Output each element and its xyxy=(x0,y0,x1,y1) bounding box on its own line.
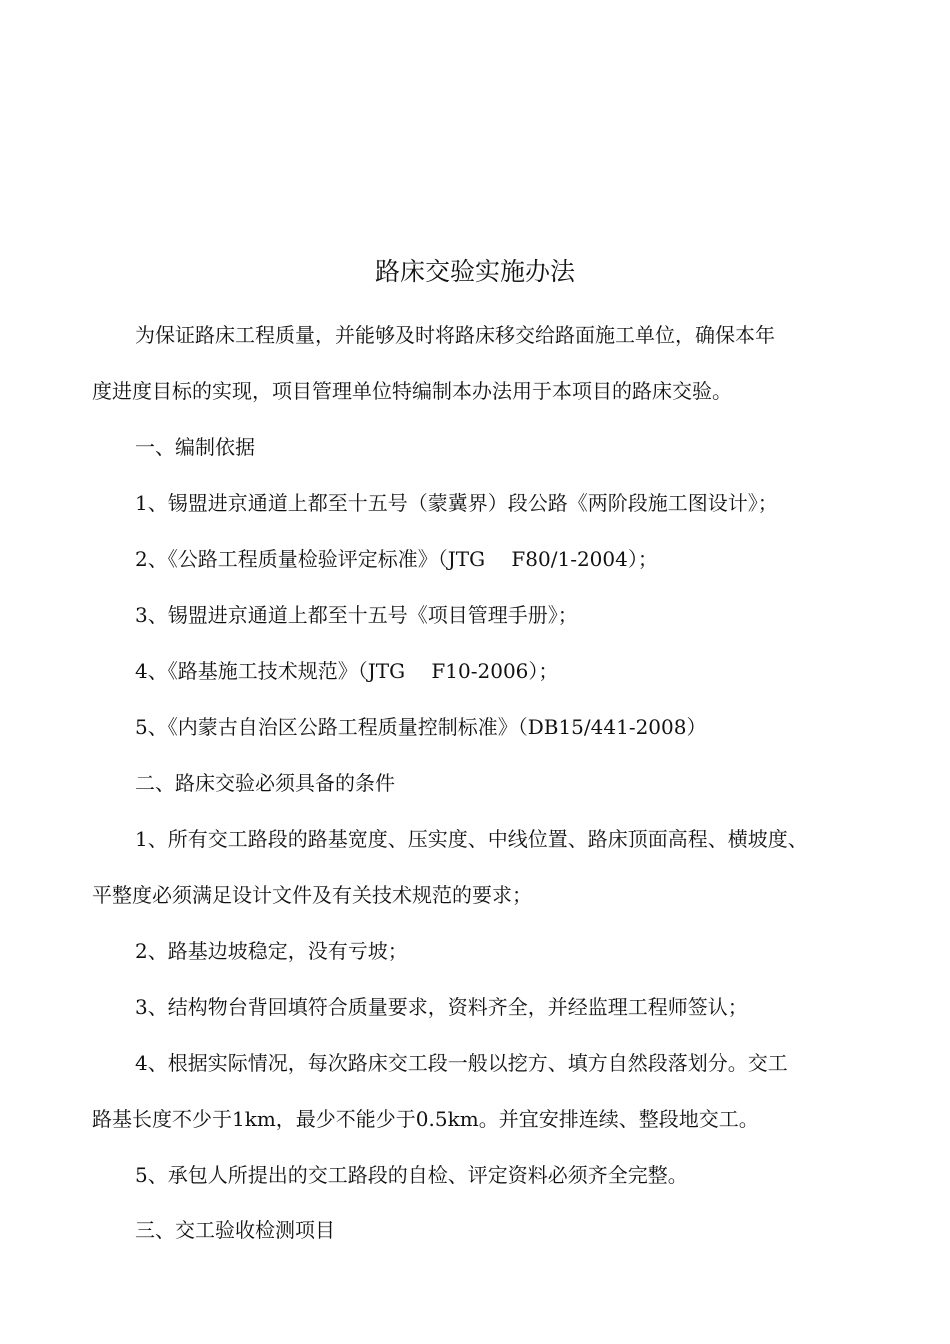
section-2-item-3: 3、结构物台背回填符合质量要求，资料齐全，并经监理工程师签认； xyxy=(135,995,748,1019)
section-1-item-1: 1、锡盟进京通道上都至十五号（蒙冀界）段公路《两阶段施工图设计》； xyxy=(135,491,778,515)
section-2-item-4-line-2: 路基长度不少于1km，最少不能少于0.5km。并宜安排连续、整段地交工。 xyxy=(92,1107,759,1131)
section-2-item-5: 5、承包人所提出的交工路段的自检、评定资料必须齐全完整。 xyxy=(135,1163,688,1187)
section-2-heading: 二、路床交验必须具备的条件 xyxy=(135,771,395,795)
section-1-item-4: 4、《路基施工技术规范》（JTG F10-2006）； xyxy=(135,659,559,683)
section-1-item-3: 3、锡盟进京通道上都至十五号《项目管理手册》； xyxy=(135,603,578,627)
intro-line-1: 为保证路床工程质量，并能够及时将路床移交给路面施工单位，确保本年 xyxy=(135,323,775,347)
section-1-item-2: 2、《公路工程质量检验评定标准》（JTG F80/1-2004）； xyxy=(135,547,658,571)
document-title: 路床交验实施办法 xyxy=(374,257,575,286)
section-2-item-1-line-1: 1、所有交工路段的路基宽度、压实度、中线位置、路床顶面高程、横坡度、 xyxy=(135,827,808,851)
section-1-item-5: 5、《内蒙古自治区公路工程质量控制标准》（DB15/441-2008） xyxy=(135,715,707,739)
section-1-heading: 一、编制依据 xyxy=(135,435,255,459)
section-2-item-4-line-1: 4、根据实际情况，每次路床交工段一般以挖方、填方自然段落划分。交工 xyxy=(135,1051,788,1075)
section-3-heading: 三、交工验收检测项目 xyxy=(135,1218,335,1242)
section-2-item-1-line-2: 平整度必须满足设计文件及有关技术规范的要求； xyxy=(92,883,532,907)
intro-line-2: 度进度目标的实现，项目管理单位特编制本办法用于本项目的路床交验。 xyxy=(92,379,732,403)
section-2-item-2: 2、路基边坡稳定，没有亏坡； xyxy=(135,939,408,963)
